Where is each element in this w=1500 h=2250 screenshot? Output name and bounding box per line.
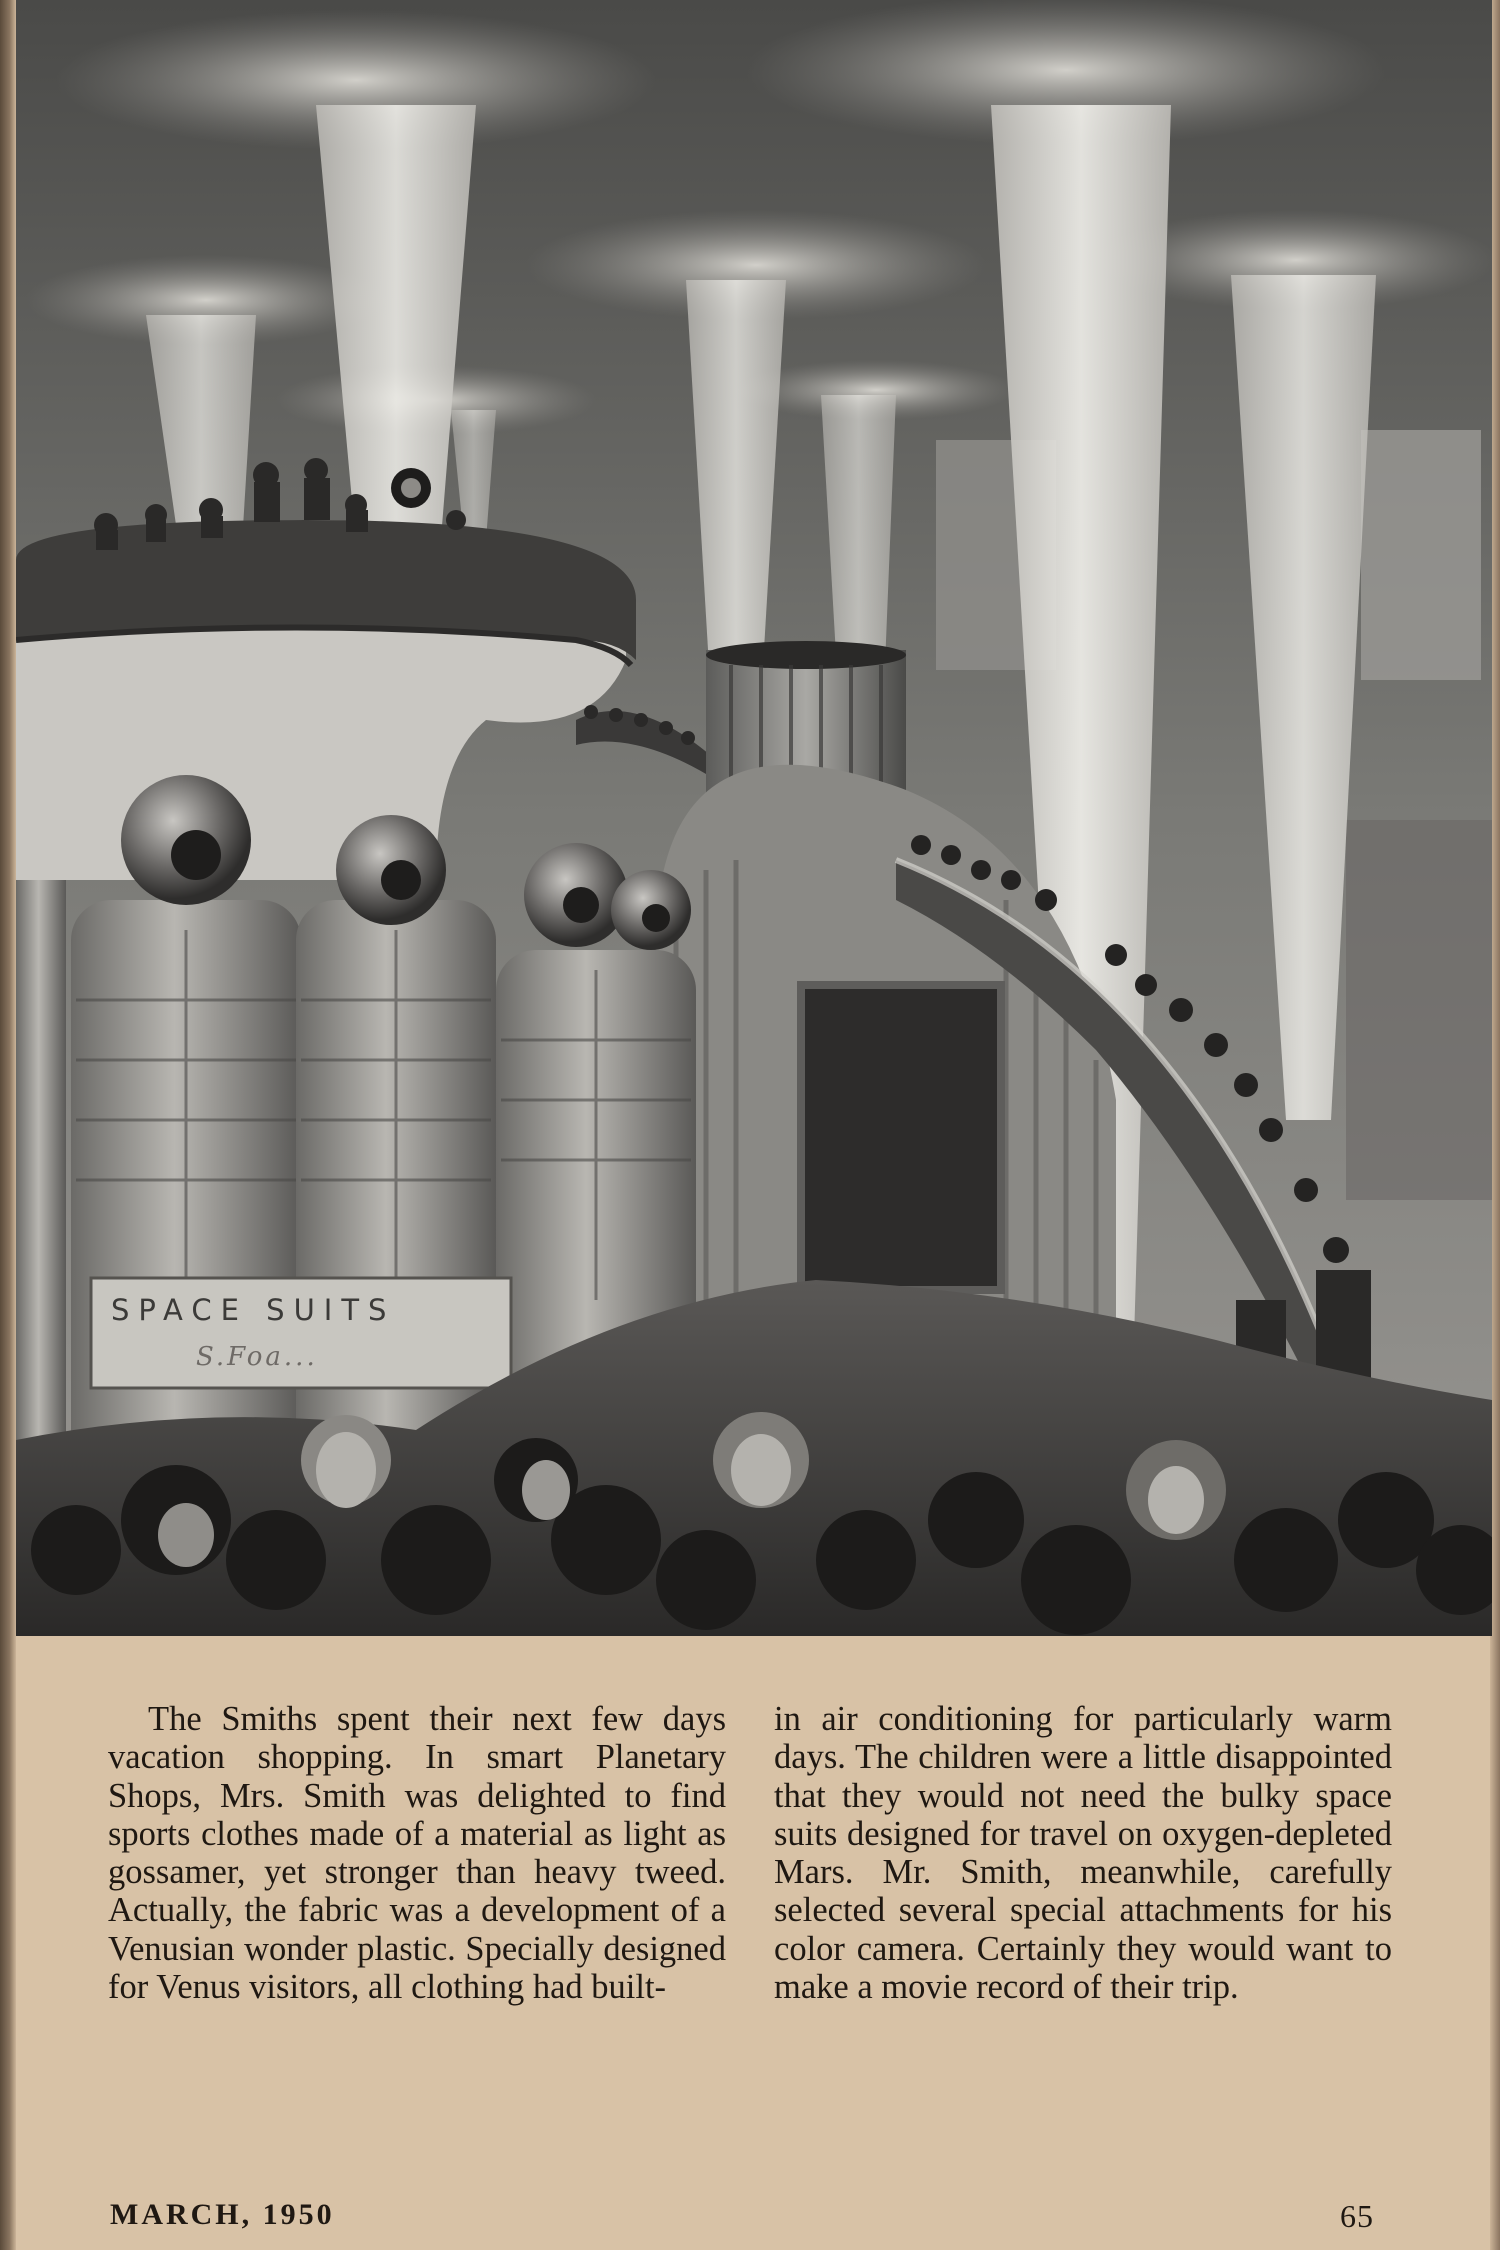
article-column-left: The Smiths spent their next few days vacation shopping. In smart Planetary Shops, Mrs. Smith was delighted to find sports clothes made of a material as light as gossamer, yet stronger than heavy tweed. Actually, the fabric was a development of a Venusian wonder plastic. Specially designed for Venus visitors, all clothing had built-: [108, 1700, 726, 2007]
page-number: 65: [1340, 2198, 1374, 2234]
article-column-right: in air conditioning for particularly warm days. The children were a little disappointed that they would not need the bulky space suits designed for travel on oxygen-depleted Mars. Mr. Smith, meanwhile, carefully selected several special attachments for his color camera. Certainly they would want to make a movie record of their trip.: [774, 1700, 1392, 2007]
sign-subtitle: S.Foa...: [196, 1342, 318, 1372]
illustration-drawing: [16, 0, 1492, 1636]
article-body: [108, 1700, 1394, 2140]
book-spine-shadow: [0, 0, 16, 2250]
illustration-venus-shopping-hall: [16, 0, 1492, 1636]
sign-title: SPACE SUITS: [111, 1293, 396, 1327]
issue-date: MARCH, 1950: [110, 2198, 335, 2231]
